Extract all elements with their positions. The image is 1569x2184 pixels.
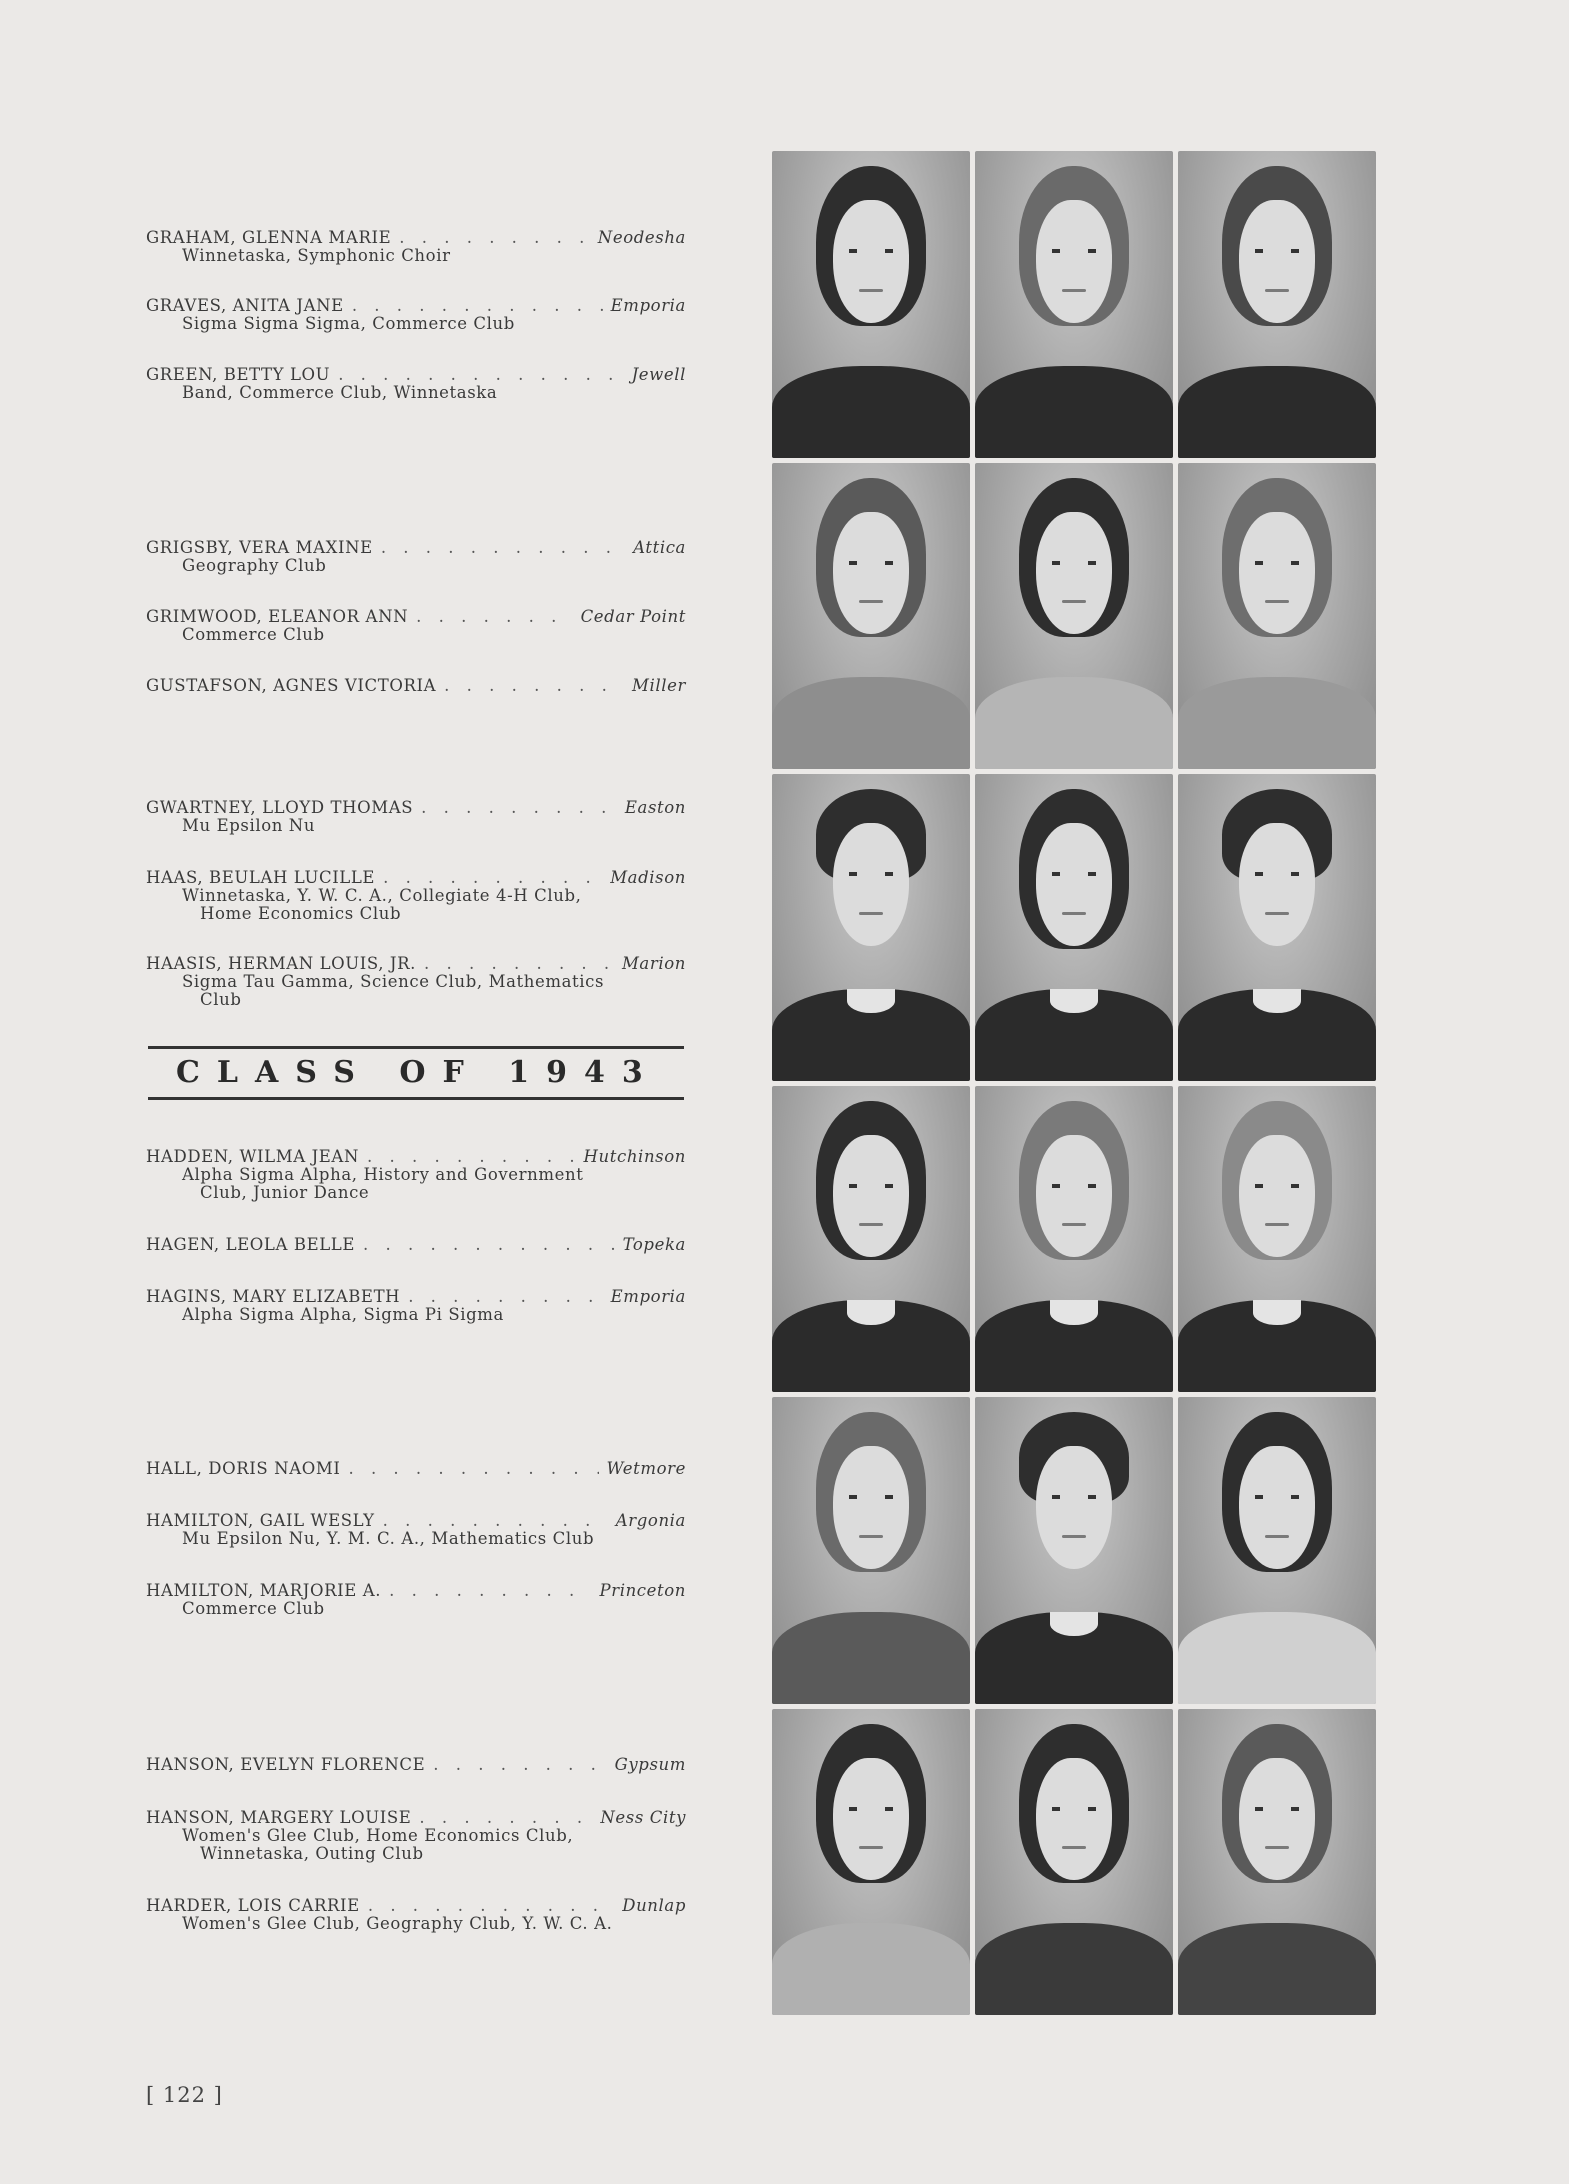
student-entry [146, 1148, 686, 1202]
hometown: Wetmore [606, 1459, 686, 1478]
student-name: GWARTNEY, LLOYD THOMAS [146, 798, 414, 817]
portrait-photo [975, 1709, 1173, 2016]
leader-dots [348, 1460, 598, 1478]
hometown: Princeton [599, 1581, 686, 1600]
hometown: Ness City [600, 1808, 686, 1827]
leader-dots [363, 1236, 615, 1254]
portrait-photo [772, 774, 970, 1081]
student-entry [146, 1809, 686, 1863]
activities-line: Sigma Tau Gamma, Science Club, Mathematics [182, 972, 605, 991]
leader-dots [399, 229, 590, 247]
hometown: Topeka [622, 1235, 686, 1254]
portrait-photo [1178, 151, 1376, 458]
portrait-photo [975, 151, 1173, 458]
student-name: HANSON, EVELYN FLORENCE [146, 1755, 426, 1774]
activities-line: Alpha Sigma Alpha, History and Government [182, 1165, 584, 1184]
hometown: Attica [633, 538, 686, 557]
student-entry [146, 608, 686, 644]
hometown: Easton [624, 798, 686, 817]
portrait-photo [1178, 463, 1376, 770]
activities: Women's Glee Club, Geography Club, Y. W. C. A. [182, 1914, 613, 1933]
activities-line: Home Economics Club [200, 904, 402, 923]
leader-dots [383, 1512, 608, 1530]
portrait-photo [772, 1397, 970, 1704]
student-entry [146, 1582, 686, 1618]
portrait-photo [772, 1086, 970, 1393]
hometown: Argonia [615, 1511, 686, 1530]
activities: Winnetaska, Symphonic Choir [182, 246, 451, 265]
student-name: GUSTAFSON, AGNES VICTORIA [146, 676, 437, 695]
student-entry [146, 1460, 686, 1478]
leader-dots [367, 1148, 576, 1166]
activities: Sigma Sigma Sigma, Commerce Club [182, 314, 515, 333]
leader-dots [444, 677, 624, 695]
student-entry [146, 1897, 686, 1933]
student-entry [146, 297, 686, 333]
activities [146, 973, 662, 1009]
student-entry [146, 799, 686, 835]
leader-dots [368, 1897, 614, 1915]
class-heading-text: CLASS OF 1943 [176, 1055, 660, 1090]
activities-line: Winnetaska, Outing Club [200, 1844, 424, 1863]
class-heading [148, 1046, 684, 1100]
portrait-photo [975, 463, 1173, 770]
student-name: GRAVES, ANITA JANE [146, 296, 344, 315]
hometown: Madison [610, 868, 686, 887]
student-name: HAGINS, MARY ELIZABETH [146, 1287, 401, 1306]
hometown: Jewell [631, 365, 686, 384]
hometown: Dunlap [622, 1896, 686, 1915]
leader-dots [352, 297, 603, 315]
portrait-photo [975, 1397, 1173, 1704]
portrait-photo [1178, 1086, 1376, 1393]
student-entry [146, 229, 686, 265]
activities-line: Winnetaska, Y. W. C. A., Collegiate 4-H Club, [182, 886, 582, 905]
activities [146, 1166, 662, 1202]
portrait-photo [772, 151, 970, 458]
student-name: HAMILTON, MARJORIE A. [146, 1581, 382, 1600]
portrait-grid [772, 151, 1376, 2015]
hometown: Marion [621, 954, 686, 973]
student-entry [146, 366, 686, 402]
hometown: Emporia [610, 296, 686, 315]
page-number: [ 122 ] [146, 2083, 223, 2107]
student-name: HARDER, LOIS CARRIE [146, 1896, 360, 1915]
portrait-photo [975, 774, 1173, 1081]
activities: Commerce Club [182, 625, 325, 644]
leader-dots [433, 1756, 606, 1774]
activities [146, 887, 662, 923]
hometown: Neodesha [597, 228, 686, 247]
leader-dots [408, 1288, 602, 1306]
portrait-photo [975, 1086, 1173, 1393]
hometown: Hutchinson [583, 1147, 686, 1166]
student-name: HALL, DORIS NAOMI [146, 1459, 341, 1478]
activities: Alpha Sigma Alpha, Sigma Pi Sigma [182, 1305, 504, 1324]
portrait-photo [772, 463, 970, 770]
activities: Geography Club [182, 556, 327, 575]
student-name: GRIGSBY, VERA MAXINE [146, 538, 373, 557]
student-entry [146, 1512, 686, 1548]
student-name: HAGEN, LEOLA BELLE [146, 1235, 355, 1254]
leader-dots [383, 869, 602, 887]
leader-dots [389, 1582, 591, 1600]
leader-dots [338, 366, 623, 384]
portrait-photo [1178, 1397, 1376, 1704]
student-name: GRIMWOOD, ELEANOR ANN [146, 607, 409, 626]
activities [146, 1827, 662, 1863]
leader-dots [424, 955, 614, 973]
student-name: GRAHAM, GLENNA MARIE [146, 228, 392, 247]
activities: Commerce Club [182, 1599, 325, 1618]
hometown: Miller [632, 676, 686, 695]
student-entry [146, 1236, 686, 1254]
leader-dots [419, 1809, 592, 1827]
student-entry [146, 1288, 686, 1324]
student-name: HAASIS, HERMAN LOUIS, JR. [146, 954, 416, 973]
student-entry [146, 677, 686, 695]
portrait-photo [772, 1709, 970, 2016]
student-name: HANSON, MARGERY LOUISE [146, 1808, 412, 1827]
activities: Mu Epsilon Nu [182, 816, 316, 835]
student-name: HAAS, BEULAH LUCILLE [146, 868, 376, 887]
leader-dots [421, 799, 617, 817]
student-entry [146, 539, 686, 575]
leader-dots [381, 539, 625, 557]
student-entry [146, 869, 686, 923]
student-name: GREEN, BETTY LOU [146, 365, 331, 384]
portrait-photo [1178, 774, 1376, 1081]
activities-line: Club [200, 990, 242, 1009]
activities-line: Women's Glee Club, Home Economics Club, [182, 1826, 574, 1845]
student-entry [146, 955, 686, 1009]
student-name: HADDEN, WILMA JEAN [146, 1147, 359, 1166]
student-name: HAMILTON, GAIL WESLY [146, 1511, 375, 1530]
activities-line: Club, Junior Dance [200, 1183, 370, 1202]
portrait-photo [1178, 1709, 1376, 2016]
student-entry [146, 1756, 686, 1774]
activities: Mu Epsilon Nu, Y. M. C. A., Mathematics Club [182, 1529, 595, 1548]
hometown: Cedar Point [580, 607, 686, 626]
activities: Band, Commerce Club, Winnetaska [182, 383, 498, 402]
hometown: Emporia [610, 1287, 686, 1306]
leader-dots [416, 608, 572, 626]
hometown: Gypsum [614, 1755, 686, 1774]
